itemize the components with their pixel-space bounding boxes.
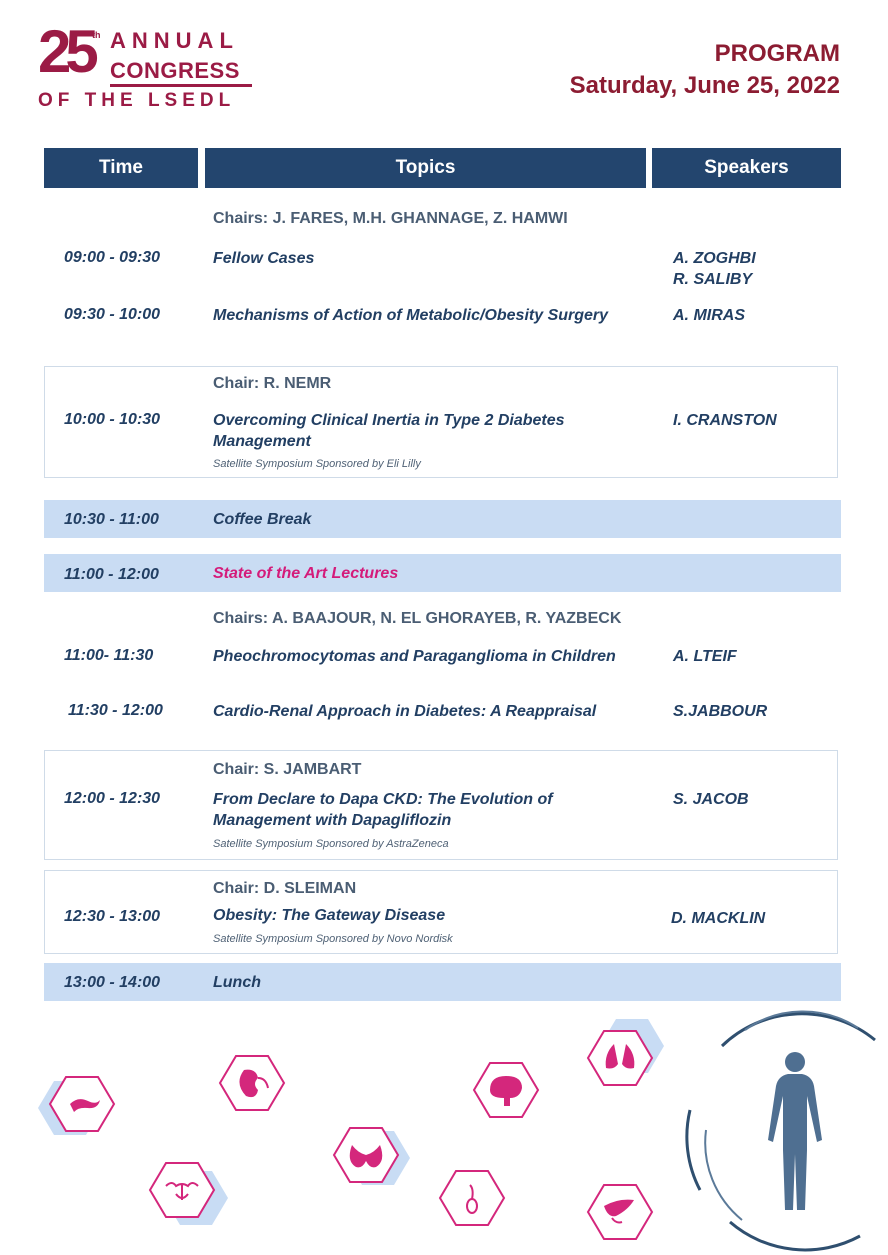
lectures-band <box>44 554 841 592</box>
sponsor-note: Satellite Symposium Sponsored by Eli Lilly <box>213 458 421 470</box>
box-chair: Chair: S. JAMBART <box>213 761 362 778</box>
session1-chairs: Chairs: J. FARES, M.H. GHANNAGE, Z. HAMWI <box>213 210 568 227</box>
organ-icons-decoration <box>0 1000 888 1255</box>
row-speaker: A. MIRAS <box>673 307 745 324</box>
row-time: 09:30 - 10:00 <box>64 306 161 323</box>
pancreas-icon <box>38 1077 114 1135</box>
testis-icon <box>440 1171 504 1225</box>
row-topic: Cardio-Renal Approach in Diabetes: A Reappraisal <box>213 703 597 720</box>
row-speaker: D. MACKLIN <box>671 910 766 927</box>
row-time: 13:00 - 14:00 <box>64 974 161 991</box>
lunch-band <box>44 963 841 1001</box>
logo-line2: CONGRESS <box>110 58 240 83</box>
row-time: 09:00 - 09:30 <box>64 249 161 266</box>
row-speaker: I. CRANSTON <box>673 412 777 429</box>
box-chair: Chair: D. SLEIMAN <box>213 880 357 897</box>
header-speakers: Speakers <box>652 148 841 188</box>
row-topic: Lunch <box>213 974 261 991</box>
header-time: Time <box>44 148 198 188</box>
row-time: 12:30 - 13:00 <box>64 908 161 925</box>
sponsor-note: Satellite Symposium Sponsored by AstraZeneca <box>213 838 449 850</box>
row-time: 10:00 - 10:30 <box>64 411 161 428</box>
program-date: Saturday, June 25, 2022 <box>569 72 840 99</box>
thyroid-icon <box>334 1128 410 1185</box>
row-time: 11:00 - 12:00 <box>64 566 159 583</box>
sponsor-note: Satellite Symposium Sponsored by Novo Nordisk <box>213 933 453 945</box>
logo-number: 25 <box>38 18 93 85</box>
row-speaker: A. ZOGHBI <box>673 250 756 267</box>
row-speaker: S.JABBOUR <box>673 703 768 720</box>
row-topic: From Declare to Dapa CKD: The Evolution of <box>213 791 553 808</box>
row-topic: Coffee Break <box>213 511 312 528</box>
logo-ordinal: th <box>92 30 101 40</box>
logo-line3: OF THE LSEDL <box>38 90 236 111</box>
row-topic: Pheochromocytomas and Paraganglioma in Children <box>213 648 616 665</box>
coffee-band <box>44 500 841 538</box>
row-topic: Overcoming Clinical Inertia in Type 2 Diabetes <box>213 412 565 429</box>
row-topic: Obesity: The Gateway Disease <box>213 907 446 924</box>
row-topic: Mechanisms of Action of Metabolic/Obesity Surgery <box>213 307 609 324</box>
row-topic: Fellow Cases <box>213 250 315 267</box>
lungs-icon <box>588 1019 664 1085</box>
row-topic: Management <box>213 433 311 450</box>
session2-chairs: Chairs: A. BAAJOUR, N. EL GHORAYEB, R. YAZBECK <box>213 610 622 627</box>
box-chair: Chair: R. NEMR <box>213 375 332 392</box>
brain-icon <box>474 1063 538 1117</box>
logo-divider <box>110 84 252 87</box>
row-speaker: S. JACOB <box>673 791 749 808</box>
liver-icon <box>588 1185 652 1239</box>
row-time: 10:30 - 11:00 <box>64 511 159 528</box>
row-time: 11:00- 11:30 <box>64 647 154 664</box>
logo-line1: ANNUAL <box>110 28 239 53</box>
row-speaker: A. LTEIF <box>673 648 737 665</box>
row-topic: Management with Dapagliflozin <box>213 812 452 829</box>
row-time: 11:30 - 12:00 <box>68 702 163 719</box>
row-topic: State of the Art Lectures <box>213 565 399 582</box>
row-time: 12:00 - 12:30 <box>64 790 161 807</box>
program-title: PROGRAM <box>714 40 840 67</box>
human-body-icon <box>687 1011 875 1249</box>
kidney-icon <box>220 1056 284 1110</box>
row-speaker: R. SALIBY <box>673 271 753 288</box>
header-topics: Topics <box>205 148 646 188</box>
uterus-icon <box>150 1163 228 1225</box>
